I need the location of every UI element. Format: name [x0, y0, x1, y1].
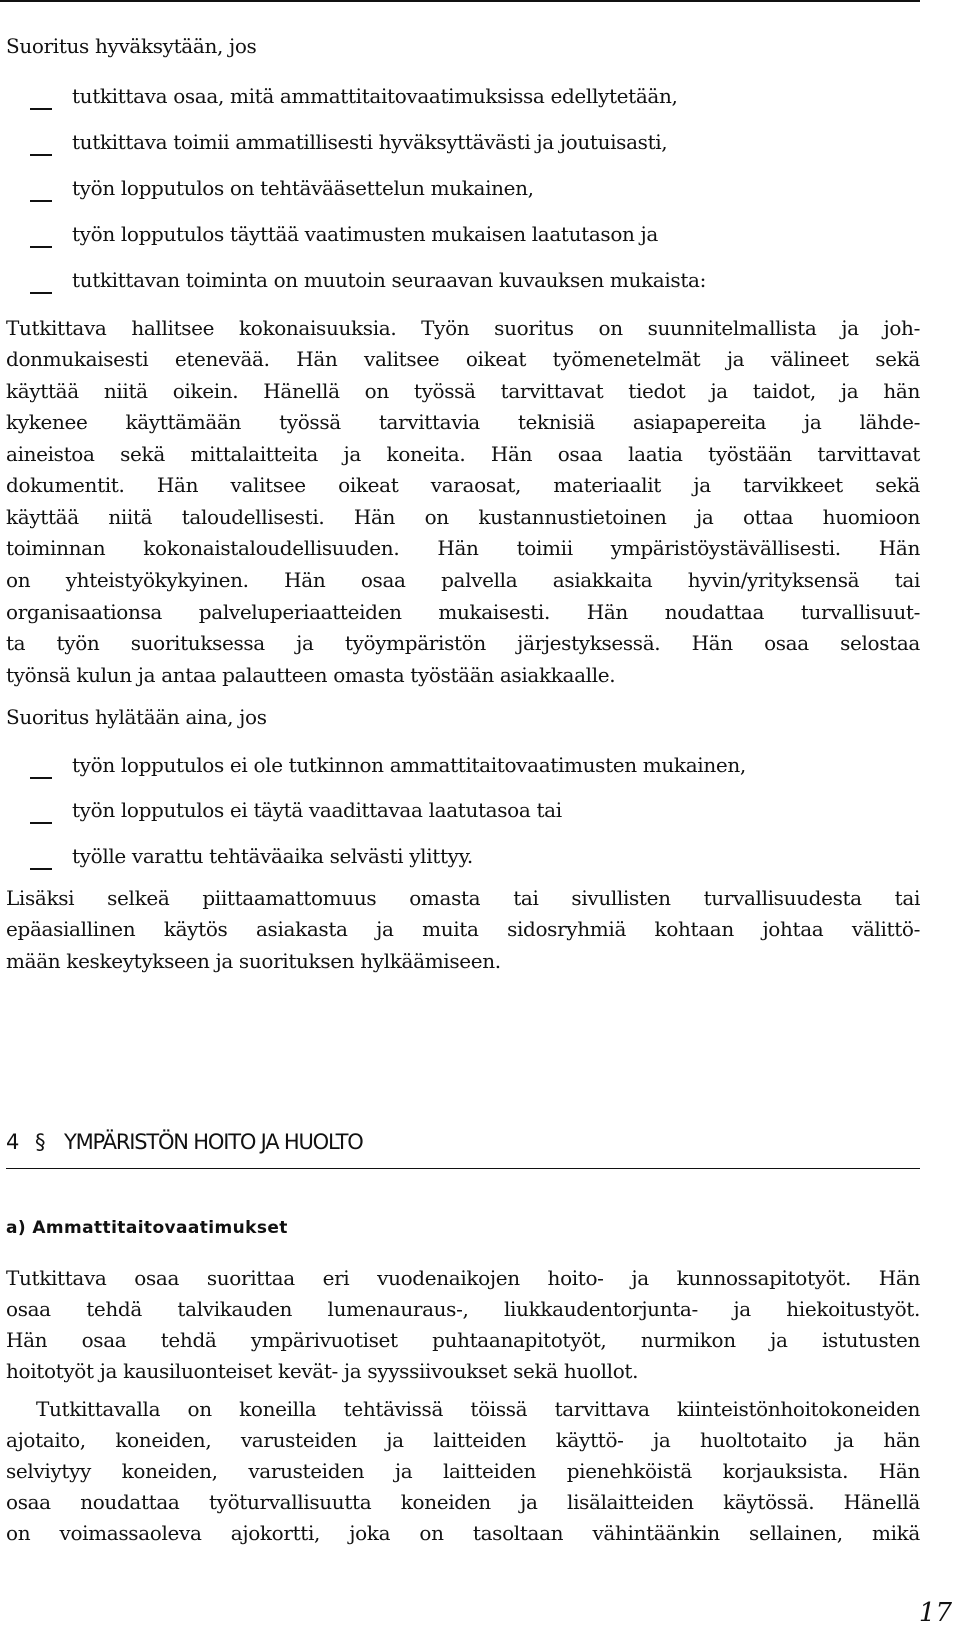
bullet-dash — [30, 822, 52, 824]
paragraph-line: kykenee käyttämään työssä tarvittavia teknisiä asiapapereita ja lähde- — [6, 410, 920, 434]
bullet-dash — [30, 246, 52, 248]
paragraph-line: selviytyy koneiden, varusteiden ja laitteiden pienehköistä korjauksista. Hän — [6, 1459, 920, 1483]
accept-bullet: työn lopputulos täyttää vaatimusten mukaisen laatutason ja — [72, 222, 658, 246]
paragraph-line: osaa tehdä talvikauden lumenauraus-, liukkaudentorjunta- ja hiekoitustyöt. — [6, 1297, 920, 1321]
reject-bullet: työn lopputulos ei ole tutkinnon ammattitaitovaatimusten mukainen, — [72, 753, 746, 777]
page-number: 17 — [918, 1598, 952, 1628]
paragraph-line: Hän osaa tehdä ympärivuotiset puhtaanapitotyöt, nurmikon ja istutusten — [6, 1328, 920, 1352]
bullet-dash — [30, 108, 52, 110]
paragraph-line: dokumentit. Hän valitsee oikeat varaosat, materiaalit ja tarvikkeet sekä — [6, 473, 920, 497]
paragraph-line: työnsä kulun ja antaa palautteen omasta työstään asiakkaalle. — [6, 663, 616, 687]
accept-bullet: tutkittava toimii ammatillisesti hyväksyttävästi ja joutuisasti, — [72, 130, 668, 154]
section-number: 4 — [6, 1130, 19, 1154]
subheading: a) Ammattitaitovaatimukset — [6, 1218, 288, 1238]
paragraph-line: epäasiallinen käytös asiakasta ja muita sidosryhmiä kohtaan johtaa välittö- — [6, 917, 920, 941]
accept-bullet: tutkittava osaa, mitä ammattitaitovaatimuksissa edellytetään, — [72, 84, 678, 108]
paragraph-line: on yhteistyökykyinen. Hän osaa palvella asiakkaita hyvin/yrityksensä tai — [6, 568, 920, 592]
top-rule — [0, 0, 920, 2]
paragraph-line: Lisäksi selkeä piittaamattomuus omasta tai sivullisten turvallisuudesta tai — [6, 886, 920, 910]
paragraph-line: käyttää niitä oikein. Hänellä on työssä tarvittavat tiedot ja taidot, ja hän — [6, 379, 920, 403]
accept-heading: Suoritus hyväksytään, jos — [6, 34, 257, 58]
paragraph-line: hoitotyöt ja kausiluonteiset kevät- ja syyssiivoukset sekä huollot. — [6, 1359, 639, 1383]
reject-heading: Suoritus hylätään aina, jos — [6, 705, 267, 729]
paragraph-line: mään keskeytykseen ja suorituksen hylkäämiseen. — [6, 949, 501, 973]
section-title: YMPÄRISTÖN HOITO JA HUOLTO — [64, 1130, 363, 1154]
bullet-dash — [30, 154, 52, 156]
paragraph-line: Tutkittava osaa suorittaa eri vuodenaikojen hoito- ja kunnossapitotyöt. Hän — [6, 1266, 920, 1290]
section-symbol: § — [35, 1130, 45, 1154]
paragraph-line: osaa noudattaa työturvallisuutta koneiden ja lisälaitteiden käytössä. Hänellä — [6, 1490, 920, 1514]
accept-bullet: tutkittavan toiminta on muutoin seuraavan kuvauksen mukaista: — [72, 268, 706, 292]
bullet-dash — [30, 868, 52, 870]
paragraph-line: donmukaisesti etenevää. Hän valitsee oikeat työmenetelmät ja välineet sekä — [6, 347, 920, 371]
paragraph-line: käyttää niitä taloudellisesti. Hän on kustannustietoinen ja ottaa huomioon — [6, 505, 920, 529]
bullet-dash — [30, 200, 52, 202]
paragraph-line: Tutkittavalla on koneilla tehtävissä töissä tarvittava kiinteistönhoitokoneiden — [36, 1397, 920, 1421]
paragraph-line: ajotaito, koneiden, varusteiden ja laitteiden käyttö- ja huoltotaito ja hän — [6, 1428, 920, 1452]
reject-bullet: työlle varattu tehtäväaika selvästi ylittyy. — [72, 844, 473, 868]
bullet-dash — [30, 777, 52, 779]
paragraph-line: toiminnan kokonaistaloudellisuuden. Hän toimii ympäristöystävällisesti. Hän — [6, 536, 920, 560]
paragraph-line: ta työn suorituksessa ja työympäristön järjestyksessä. Hän osaa selostaa — [6, 631, 920, 655]
paragraph-line: aineistoa sekä mittalaitteita ja koneita. Hän osaa laatia työstään tarvittavat — [6, 442, 920, 466]
section-rule — [6, 1168, 920, 1169]
paragraph-line: on voimassaoleva ajokortti, joka on tasoltaan vähintäänkin sellainen, mikä — [6, 1521, 920, 1545]
reject-bullet: työn lopputulos ei täytä vaadittavaa laatutasoa tai — [72, 798, 562, 822]
accept-bullet: työn lopputulos on tehtävääsettelun mukainen, — [72, 176, 534, 200]
paragraph-line: Tutkittava hallitsee kokonaisuuksia. Työn suoritus on suunnitelmallista ja joh- — [6, 316, 920, 340]
bullet-dash — [30, 292, 52, 294]
paragraph-line: organisaationsa palveluperiaatteiden mukaisesti. Hän noudattaa turvallisuut- — [6, 600, 920, 624]
